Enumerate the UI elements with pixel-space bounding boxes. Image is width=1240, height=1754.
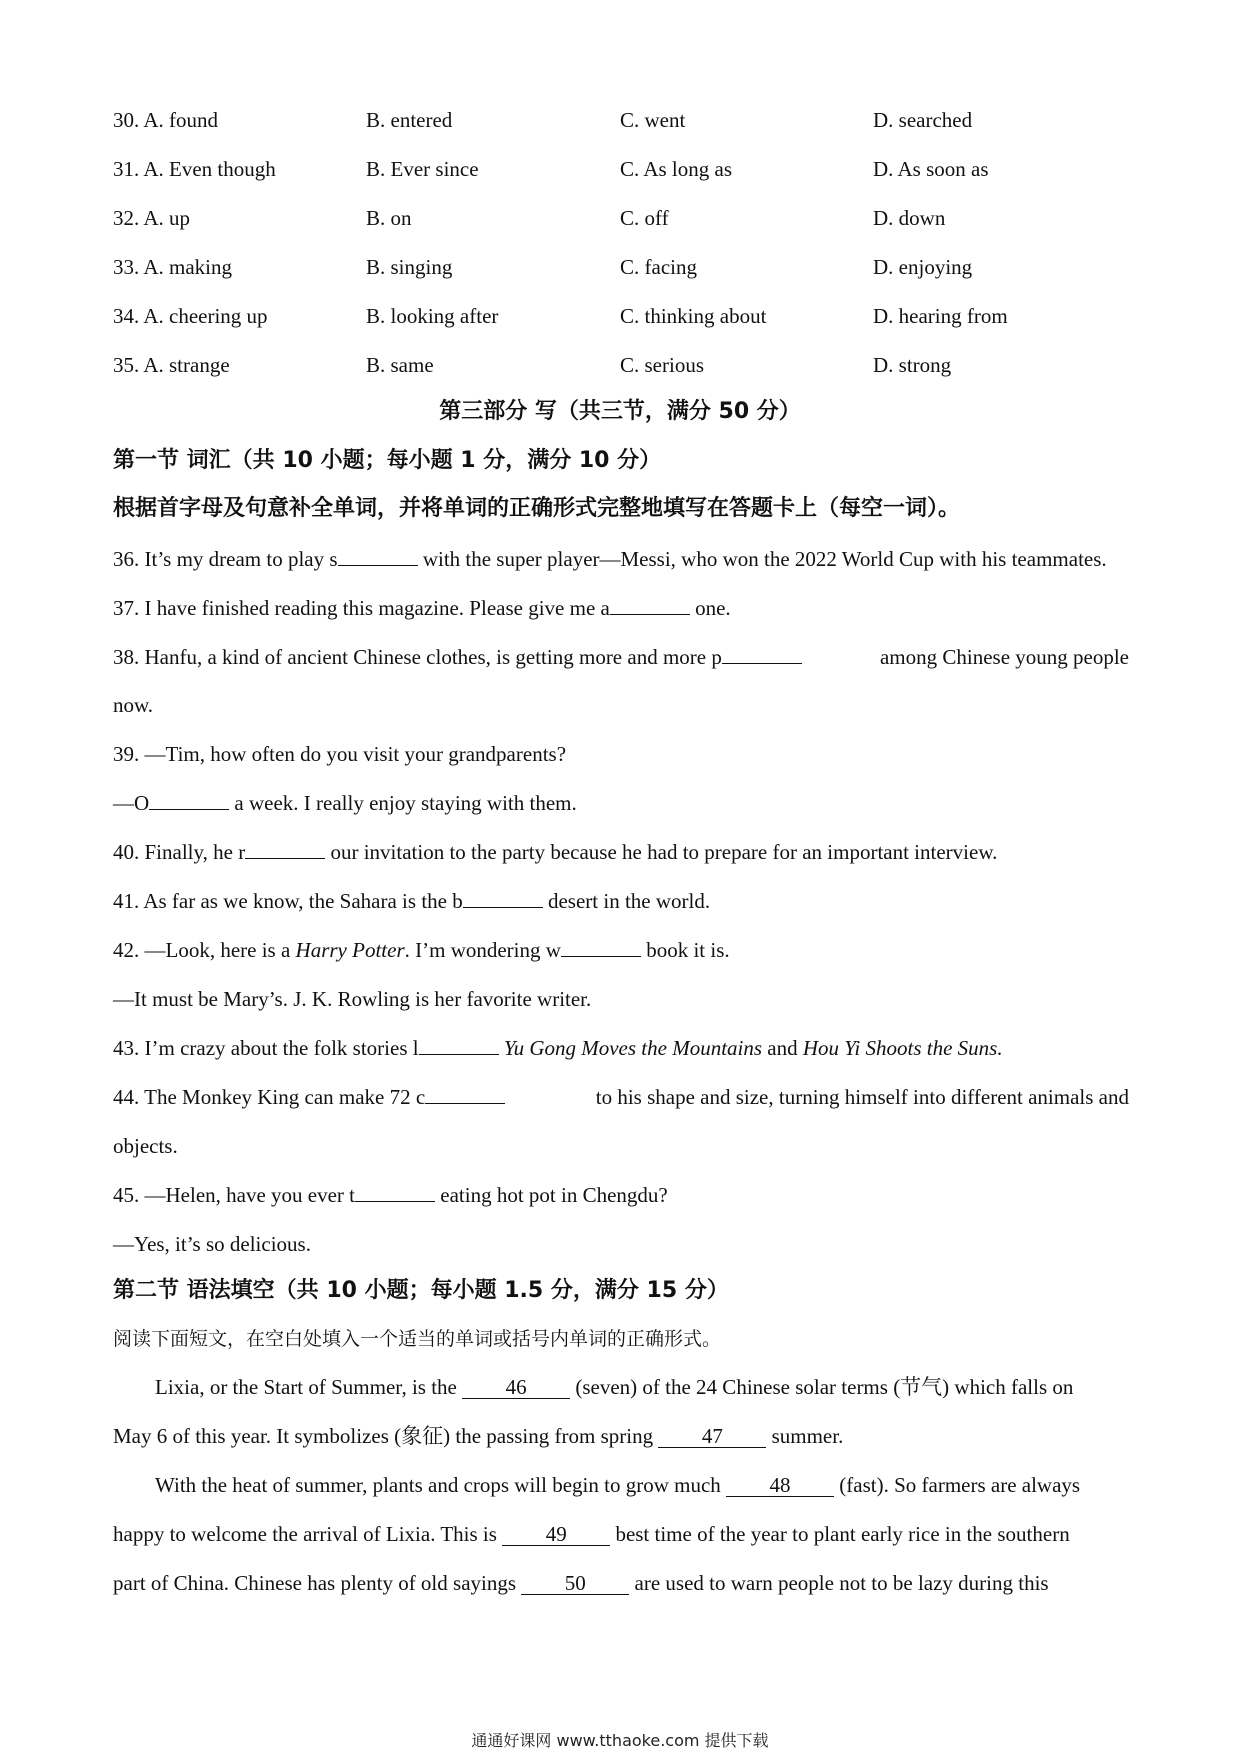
question-text: 38. Hanfu, a kind of ancient Chinese clothes, is getting more and more p bbox=[113, 645, 722, 669]
passage-line bbox=[155, 1374, 1073, 1400]
story-title: Yu Gong Moves the Mountains bbox=[503, 1036, 763, 1060]
question-42 bbox=[113, 937, 730, 963]
section-title: 第一节 词汇（共 10 小题；每小题 1 分，满分 10 分） bbox=[113, 448, 662, 473]
passage-line bbox=[155, 1472, 1080, 1498]
option-a: 31. A. Even though bbox=[113, 157, 276, 181]
answer-blank[interactable] bbox=[245, 858, 325, 859]
answer-blank[interactable] bbox=[425, 1103, 505, 1104]
option-d: D. searched bbox=[873, 108, 973, 132]
answer-blank-48[interactable]: 48 bbox=[726, 1474, 834, 1497]
option-c: C. thinking about bbox=[620, 304, 767, 328]
question-45 bbox=[113, 1182, 668, 1208]
answer-blank[interactable] bbox=[722, 663, 802, 664]
question-text: eating hot pot in Chengdu? bbox=[435, 1183, 668, 1207]
option-d: D. strong bbox=[873, 353, 952, 377]
question-text: our invitation to the party because he had to prepare for an important interview. bbox=[325, 840, 998, 864]
option-b: B. same bbox=[366, 353, 434, 377]
answer-blank[interactable] bbox=[338, 565, 418, 566]
answer-blank[interactable] bbox=[610, 614, 690, 615]
option-c: C. serious bbox=[620, 353, 704, 377]
passage-text: are used to warn people not to be lazy during this bbox=[629, 1571, 1049, 1595]
question-text: among Chinese young people bbox=[879, 645, 1129, 669]
question-42-answer: —It must be Mary’s. J. K. Rowling is her favorite writer. bbox=[113, 987, 592, 1011]
question-text: 41. As far as we know, the Sahara is the b bbox=[113, 889, 463, 913]
page-footer: 通通好课网 www.tthaoke.com 提供下载 bbox=[471, 1731, 769, 1750]
question-text: 42. —Look, here is a bbox=[113, 938, 296, 962]
option-d: D. down bbox=[873, 206, 946, 230]
passage-text: Lixia, or the Start of Summer, is the bbox=[155, 1375, 463, 1399]
question-44-continued: objects. bbox=[113, 1134, 178, 1158]
option-c: C. facing bbox=[620, 255, 697, 279]
question-45-answer: —Yes, it’s so delicious. bbox=[113, 1232, 311, 1256]
option-b: B. entered bbox=[366, 108, 453, 132]
option-a: 32. A. up bbox=[113, 206, 191, 230]
option-d: D. hearing from bbox=[873, 304, 1008, 328]
option-b: B. looking after bbox=[366, 304, 499, 328]
option-c: C. off bbox=[620, 206, 669, 230]
option-c: C. went bbox=[620, 108, 686, 132]
part-title: 第三部分 写（共三节，满分 50 分） bbox=[439, 399, 801, 424]
section-title: 第二节 语法填空（共 10 小题；每小题 1.5 分，满分 15 分） bbox=[113, 1278, 729, 1303]
question-text: . I’m wondering w bbox=[404, 938, 561, 962]
option-a: 30. A. found bbox=[113, 108, 218, 132]
question-text: desert in the world. bbox=[542, 889, 711, 913]
answer-blank-50[interactable]: 50 bbox=[521, 1572, 629, 1595]
option-b: B. Ever since bbox=[366, 157, 479, 181]
question-text: 45. —Helen, have you ever t bbox=[113, 1183, 356, 1207]
option-a: 33. A. making bbox=[113, 255, 232, 279]
question-text: to his shape and size, turning himself into different animals and bbox=[595, 1085, 1129, 1109]
question-38 bbox=[113, 644, 1129, 670]
question-text: book it is. bbox=[640, 938, 730, 962]
passage-text: best time of the year to plant early rice in the southern bbox=[610, 1522, 1070, 1546]
question-text: one. bbox=[689, 596, 731, 620]
option-d: D. enjoying bbox=[873, 255, 973, 279]
passage-text: (seven) of the 24 Chinese solar terms (节气) which falls on bbox=[570, 1375, 1074, 1399]
answer-blank-49[interactable]: 49 bbox=[502, 1523, 610, 1546]
answer-blank[interactable] bbox=[355, 1201, 435, 1202]
section-instruction: 阅读下面短文，在空白处填入一个适当的单词或括号内单词的正确形式。 bbox=[113, 1328, 722, 1350]
passage-line bbox=[113, 1423, 843, 1449]
question-text: 44. The Monkey King can make 72 c bbox=[113, 1085, 426, 1109]
question-text: —O bbox=[113, 791, 150, 815]
question-40 bbox=[113, 839, 997, 865]
answer-blank-47[interactable]: 47 bbox=[658, 1425, 766, 1448]
question-text: 43. I’m crazy about the folk stories l bbox=[113, 1036, 419, 1060]
answer-blank-46[interactable]: 46 bbox=[462, 1376, 570, 1399]
question-text: with the super player—Messi, who won the 2022 World Cup with his teammates. bbox=[417, 547, 1107, 571]
passage-text: happy to welcome the arrival of Lixia. This is bbox=[113, 1522, 503, 1546]
option-b: B. singing bbox=[366, 255, 453, 279]
story-title: Hou Yi Shoots the Suns. bbox=[802, 1036, 1003, 1060]
answer-blank[interactable] bbox=[149, 809, 229, 810]
question-text: 36. It’s my dream to play s bbox=[113, 547, 338, 571]
passage-line bbox=[113, 1521, 1070, 1547]
question-39: 39. —Tim, how often do you visit your grandparents? bbox=[113, 742, 567, 766]
passage-text: (fast). So farmers are always bbox=[834, 1473, 1081, 1497]
option-a: 35. A. strange bbox=[113, 353, 230, 377]
question-36 bbox=[113, 546, 1107, 572]
answer-blank[interactable] bbox=[419, 1054, 499, 1055]
question-39-answer bbox=[113, 790, 577, 816]
passage-line bbox=[113, 1570, 1049, 1596]
question-41 bbox=[113, 888, 710, 914]
passage-text: With the heat of summer, plants and crops will begin to grow much bbox=[155, 1473, 727, 1497]
book-title: Harry Potter bbox=[295, 938, 405, 962]
section-instruction: 根据首字母及句意补全单词，并将单词的正确形式完整地填写在答题卡上（每空一词）。 bbox=[113, 496, 961, 521]
question-text: 40. Finally, he r bbox=[113, 840, 246, 864]
answer-blank[interactable] bbox=[561, 956, 641, 957]
answer-blank[interactable] bbox=[463, 907, 543, 908]
question-text: a week. I really enjoy staying with them. bbox=[229, 791, 577, 815]
option-c: C. As long as bbox=[620, 157, 733, 181]
option-d: D. As soon as bbox=[873, 157, 989, 181]
question-44 bbox=[113, 1084, 1129, 1110]
question-38-continued: now. bbox=[113, 693, 154, 717]
question-text: 37. I have finished reading this magazine. Please give me a bbox=[113, 596, 610, 620]
question-37 bbox=[113, 595, 731, 621]
option-b: B. on bbox=[366, 206, 412, 230]
question-text: and bbox=[762, 1036, 803, 1060]
option-a: 34. A. cheering up bbox=[113, 304, 268, 328]
passage-text: part of China. Chinese has plenty of old sayings bbox=[113, 1571, 522, 1595]
passage-text: summer. bbox=[766, 1424, 844, 1448]
passage-text: May 6 of this year. It symbolizes (象征) the passing from spring bbox=[113, 1424, 659, 1448]
question-43 bbox=[113, 1035, 1003, 1061]
